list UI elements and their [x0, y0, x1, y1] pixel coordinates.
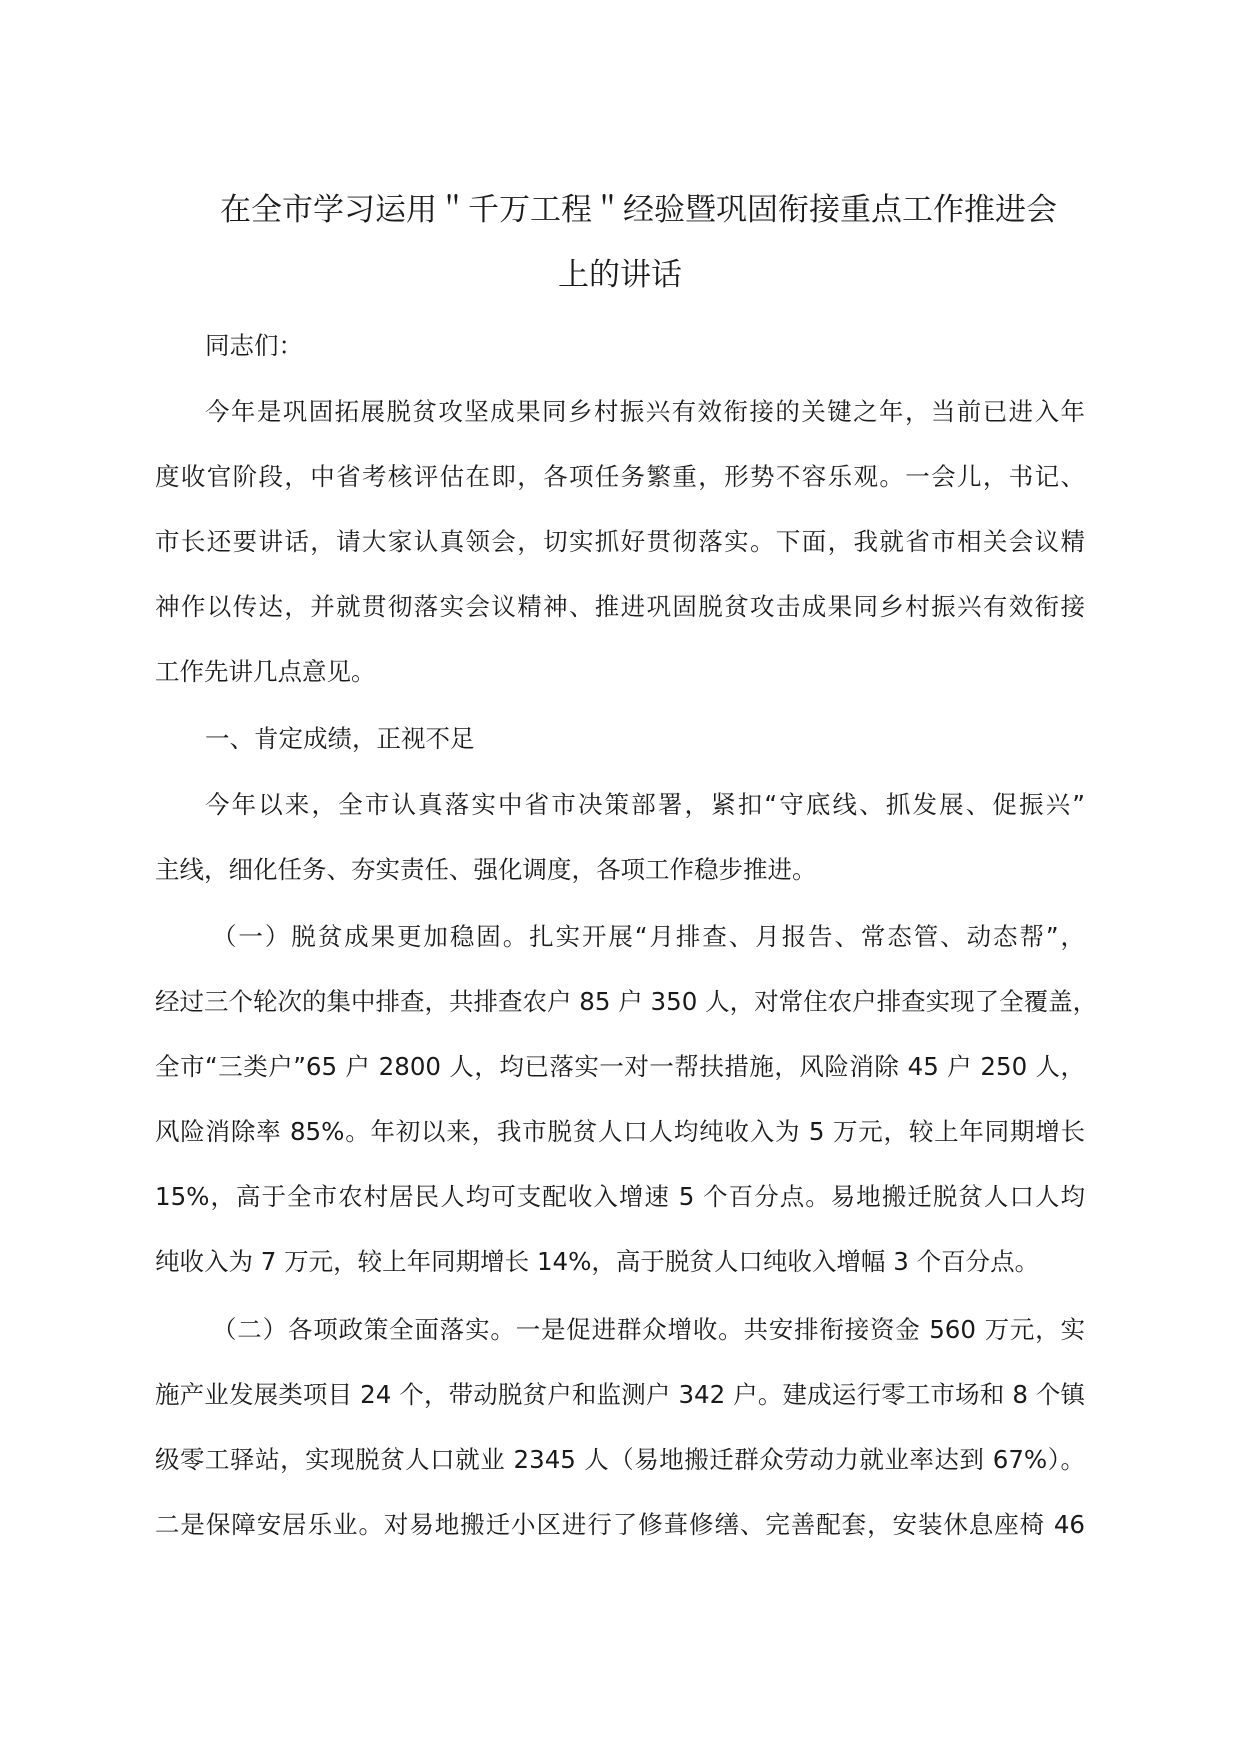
paragraph-line: 今年以来，全市认真落实中省市决策部署，紧扣“守底线、抓发展、促振兴” — [205, 790, 1085, 819]
paragraph-line: 纯收入为 7 万元，较上年同期增长 14%，高于脱贫人口纯收入增幅 3 个百分点。 — [155, 1247, 1040, 1276]
paragraph-line: 二是保障安居乐业。对易地搬迁小区进行了修葺修缮、完善配套，安装休息座椅 46 — [155, 1510, 1085, 1539]
paragraph-line: 主线，细化任务、夯实责任、强化调度，各项工作稳步推进。 — [155, 855, 817, 884]
paragraph-line: 风险消除率 85%。年初以来，我市脱贫人口人均纯收入为 5 万元，较上年同期增长 — [155, 1117, 1085, 1146]
paragraph-line: 工作先讲几点意见。 — [155, 657, 376, 686]
paragraph-line: 经过三个轮次的集中排查，共排查农户 85 户 350 人，对常住农户排查实现了全覆盖， — [155, 987, 1098, 1016]
document-title-line-1: 在全市学习运用＂千万工程＂经验暨巩固衔接重点工作推进会 — [220, 192, 1057, 228]
paragraph-line: （二）各项政策全面落实。一是促进群众增收。共安排衔接资金 560 万元，实 — [212, 1315, 1085, 1344]
paragraph-line: 施产业发展类项目 24 个，带动脱贫户和监测户 342 户。建成运行零工市场和 8 个镇 — [155, 1380, 1085, 1409]
paragraph-line: 全市“三类户”65 户 2800 人，均已落实一对一帮扶措施，风险消除 45 户 250 人， — [155, 1052, 1085, 1081]
document-title-line-2: 上的讲话 — [558, 257, 682, 293]
paragraph-line: 市长还要讲话，请大家认真领会，切实抓好贯彻落实。下面，我就省市相关会议精 — [155, 527, 1085, 556]
paragraph-line: 级零工驿站，实现脱贫人口就业 2345 人（易地搬迁群众劳动力就业率达到 67%）。 — [155, 1445, 1085, 1474]
salutation: 同志们： — [205, 331, 303, 360]
paragraph-line: （一）脱贫成果更加稳固。扎实开展“月排查、月报告、常态管、动态帮”， — [212, 922, 1085, 951]
paragraph-line: 15%，高于全市农村居民人均可支配收入增速 5 个百分点。易地搬迁脱贫人口人均 — [155, 1182, 1085, 1211]
paragraph-line: 今年是巩固拓展脱贫攻坚成果同乡村振兴有效衔接的关键之年，当前已进入年 — [205, 397, 1085, 426]
section-heading: 一、肯定成绩，正视不足 — [205, 724, 475, 753]
paragraph-line: 神作以传达，并就贯彻落实会议精神、推进巩固脱贫攻击成果同乡村振兴有效衔接 — [155, 592, 1085, 621]
paragraph-line: 度收官阶段，中省考核评估在即，各项任务繁重，形势不容乐观。一会儿，书记、 — [155, 462, 1085, 491]
